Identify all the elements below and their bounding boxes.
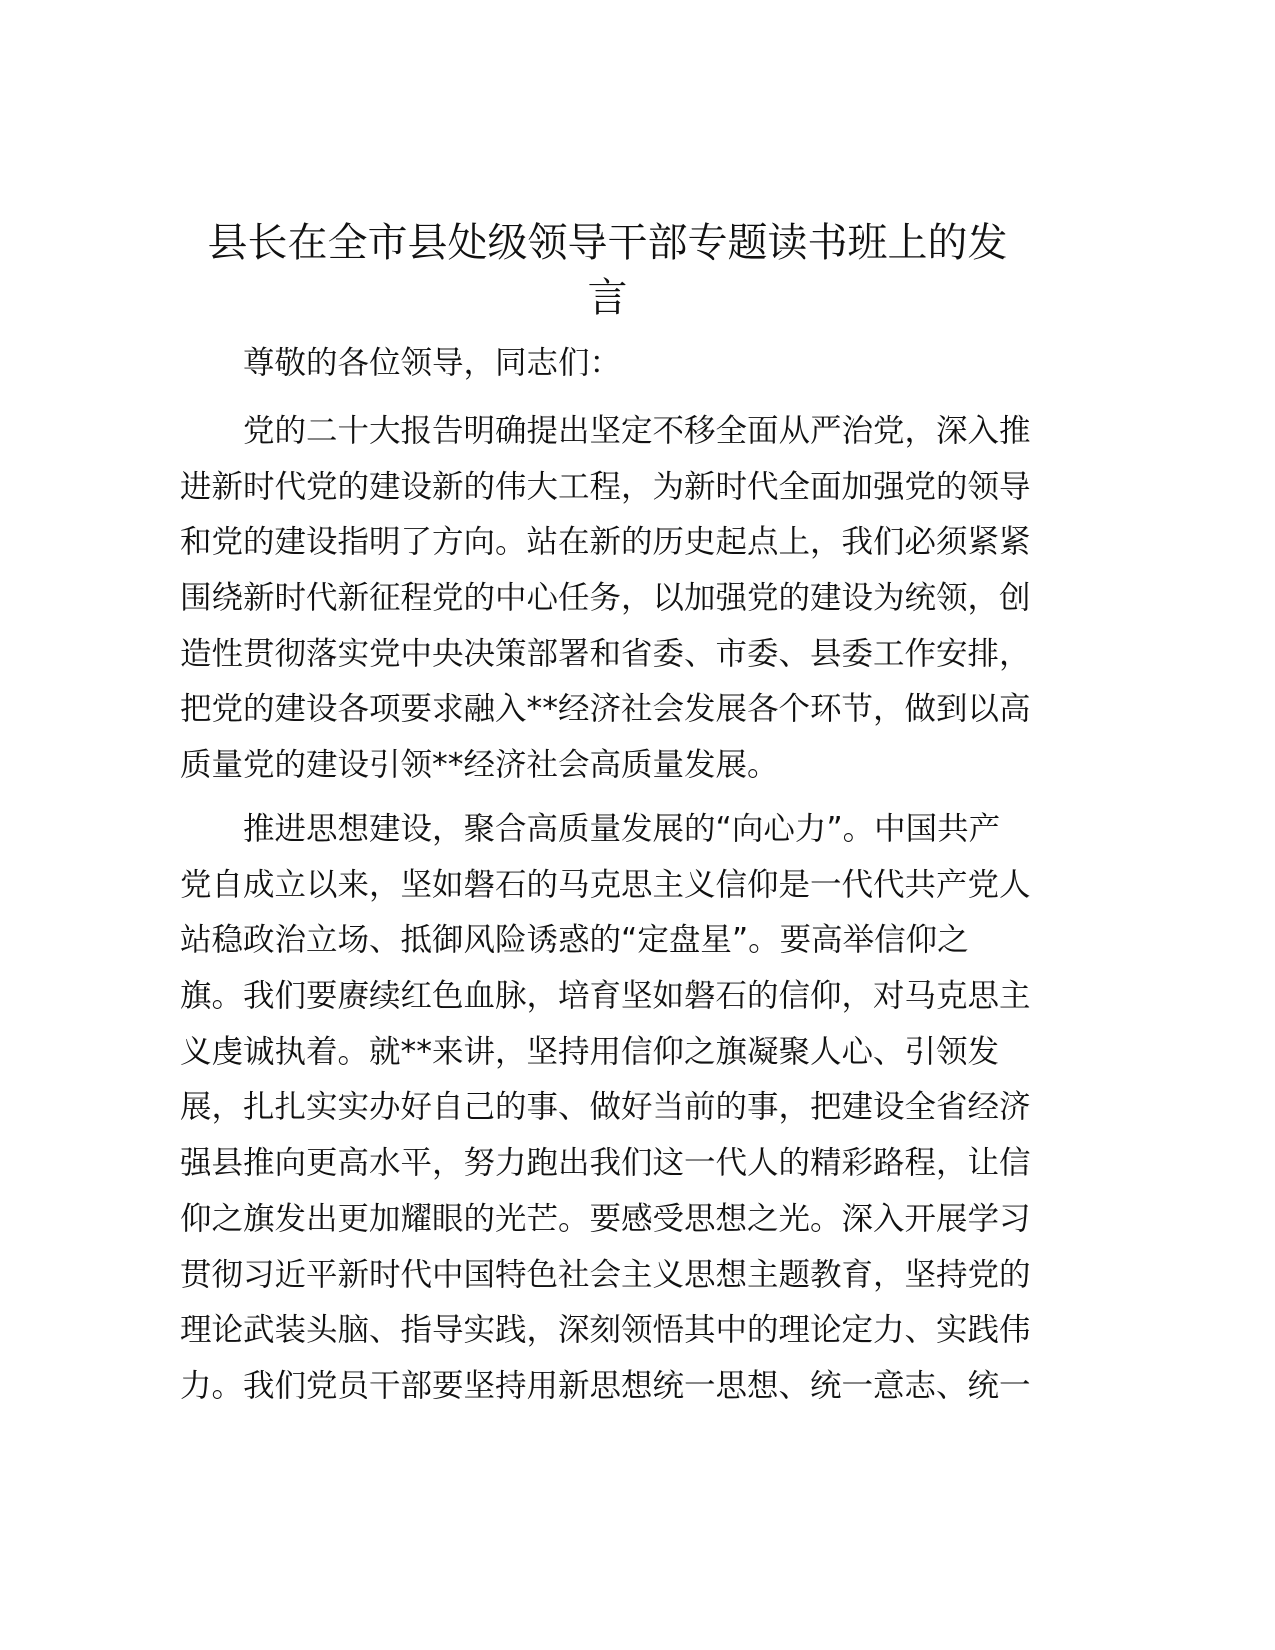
text-line: 推进思想建设，聚合高质量发展的“向心力”。中国共产 bbox=[243, 811, 1001, 847]
text-line: 旗。我们要赓续红色血脉，培育坚如磐石的信仰，对马克思主 bbox=[180, 978, 1031, 1015]
text-line: 造性贯彻落实党中央决策部署和省委、市委、县委工作安排， bbox=[180, 635, 1031, 672]
body-paragraph-2 bbox=[180, 802, 1040, 1415]
salutation-paragraph bbox=[180, 336, 1040, 392]
text-line: 理论武装头脑、指导实践，深刻领悟其中的理论定力、实践伟 bbox=[180, 1312, 1031, 1349]
text-line: 围绕新时代新征程党的中心任务，以加强党的建设为统领，创 bbox=[180, 580, 1031, 617]
text-line: 站稳政治立场、抵御风险诱惑的“定盘星”。要高举信仰之 bbox=[180, 922, 969, 959]
text-line: 义虔诚执着。就**来讲，坚持用信仰之旗凝聚人心、引领发 bbox=[180, 1033, 1000, 1070]
text-line: 党的二十大报告明确提出坚定不移全面从严治党，深入推 bbox=[243, 413, 1031, 449]
body-paragraph-1 bbox=[180, 404, 1040, 794]
document-title-line-2: 言 bbox=[587, 275, 628, 321]
text-line: 展，扎扎实实办好自己的事、做好当前的事，把建设全省经济 bbox=[180, 1089, 1031, 1126]
text-line: 和党的建设指明了方向。站在新的历史起点上，我们必须紧紧 bbox=[180, 524, 1031, 561]
text-line: 贯彻习近平新时代中国特色社会主义思想主题教育，坚持党的 bbox=[180, 1256, 1031, 1293]
text-line: 质量党的建设引领**经济社会高质量发展。 bbox=[180, 747, 779, 784]
text-line: 力。我们党员干部要坚持用新思想统一思想、统一意志、统一 bbox=[180, 1367, 1031, 1404]
document-title-line-1: 县长在全市县处级领导干部专题读书班上的发 bbox=[207, 220, 1008, 266]
text-line: 强县推向更高水平，努力跑出我们这一代人的精彩路程，让信 bbox=[180, 1145, 1031, 1182]
text-line: 仰之旗发出更加耀眼的光芒。要感受思想之光。深入开展学习 bbox=[180, 1200, 1031, 1237]
text-line: 进新时代党的建设新的伟大工程，为新时代全面加强党的领导 bbox=[180, 468, 1031, 505]
text-line: 把党的建设各项要求融入**经济社会发展各个环节，做到以高 bbox=[180, 691, 1031, 728]
text-line: 尊敬的各位领导，同志们： bbox=[243, 345, 622, 381]
text-line: 党自成立以来，坚如磐石的马克思主义信仰是一代代共产党人 bbox=[180, 866, 1031, 903]
